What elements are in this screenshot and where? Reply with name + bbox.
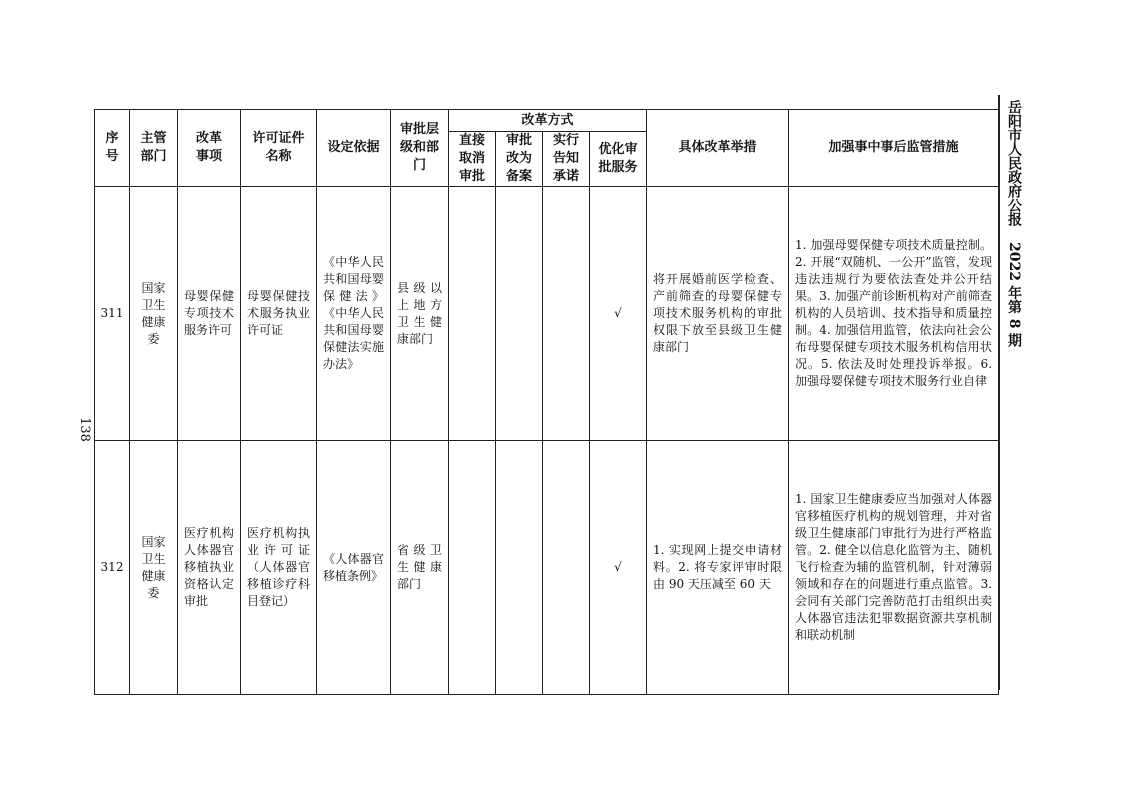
running-header (1004, 100, 1024, 347)
cell-item: 医疗机构人体器官移植执业资格认定审批 (178, 441, 241, 695)
cell-seq: 312 (95, 441, 130, 695)
header-level: 审批层级和部门 (391, 110, 449, 187)
header-license: 许可证件名称 (241, 110, 317, 187)
cell-license: 母婴保健技术服务执业许可证 (241, 187, 317, 441)
table-row (95, 187, 999, 441)
header-measures: 具体改革举措 (647, 110, 789, 187)
page-number: 138 (76, 417, 92, 442)
cell-supervision: 1. 加强母婴保健专项技术质量控制。2. 开展“双随机、一公开”监管，发现违法违规行为要依法查处并公开结果。3. 加强产前诊断机构对产前筛查机构的人员培训、技术指导和质量控制。4. 加强信用监管，依法向社会公布母婴保健专项技术服务机构信用状况。5. 依法及时处理投诉举报。6. 加强母婴保健专项技术服务行业自律 (789, 187, 999, 441)
cell-level: 县级以上地方卫生健康部门 (391, 187, 449, 441)
reform-table (94, 109, 999, 695)
table-row (95, 441, 999, 695)
header-item: 改革事项 (178, 110, 241, 187)
cell-direct-cancel (449, 187, 496, 441)
header-notify-commit: 实行告知承诺 (543, 132, 590, 187)
publication-title: 岳阳市人民政府公报 (1006, 100, 1022, 226)
issue-label: 2022 年第 8 期 (1006, 242, 1022, 348)
header-dept: 主管部门 (130, 110, 178, 187)
cell-measures: 1. 实现网上提交申请材料。2. 将专家评审时限由 90 天压减至 60 天 (647, 441, 789, 695)
header-basis: 设定依据 (317, 110, 391, 187)
cell-basis: 《中华人民共和国母婴保健法》《中华人民共和国母婴保健法实施办法》 (317, 187, 391, 441)
header-supervision: 加强事中事后监管措施 (789, 110, 999, 187)
cell-to-filing (496, 441, 543, 695)
cell-dept: 国家卫生健康委 (130, 441, 178, 695)
cell-dept: 国家卫生健康委 (130, 187, 178, 441)
header-to-filing: 审批改为备案 (496, 132, 543, 187)
cell-optimize-check: √ (590, 187, 647, 441)
cell-optimize-check: √ (590, 441, 647, 695)
cell-level: 省级卫生健康部门 (391, 441, 449, 695)
cell-notify-commit (543, 441, 590, 695)
cell-direct-cancel (449, 441, 496, 695)
cell-supervision: 1. 国家卫生健康委应当加强对人体器官移植医疗机构的规划管理，并对省级卫生健康部门审批行为进行严格监管。2. 健全以信息化监管为主、随机飞行检查为辅的监管机制，针对薄弱领域和存在的问题进行重点监管。3. 会同有关部门完善防范打击组织出卖人体器官违法犯罪数据资源共享机制和联动机制 (789, 441, 999, 695)
cell-license: 医疗机构执业许可证（人体器官移植诊疗科目登记） (241, 441, 317, 695)
cell-item: 母婴保健专项技术服务许可 (178, 187, 241, 441)
cell-to-filing (496, 187, 543, 441)
cell-seq: 311 (95, 187, 130, 441)
header-method-group: 改革方式 (449, 110, 647, 132)
cell-measures: 将开展婚前医学检查、产前筛查的母婴保健专项技术服务机构的审批权限下放至县级卫生健康部门 (647, 187, 789, 441)
cell-notify-commit (543, 187, 590, 441)
header-optimize: 优化审批服务 (590, 132, 647, 187)
cell-basis: 《人体器官移植条例》 (317, 441, 391, 695)
header-seq: 序号 (95, 110, 130, 187)
header-direct-cancel: 直接取消审批 (449, 132, 496, 187)
